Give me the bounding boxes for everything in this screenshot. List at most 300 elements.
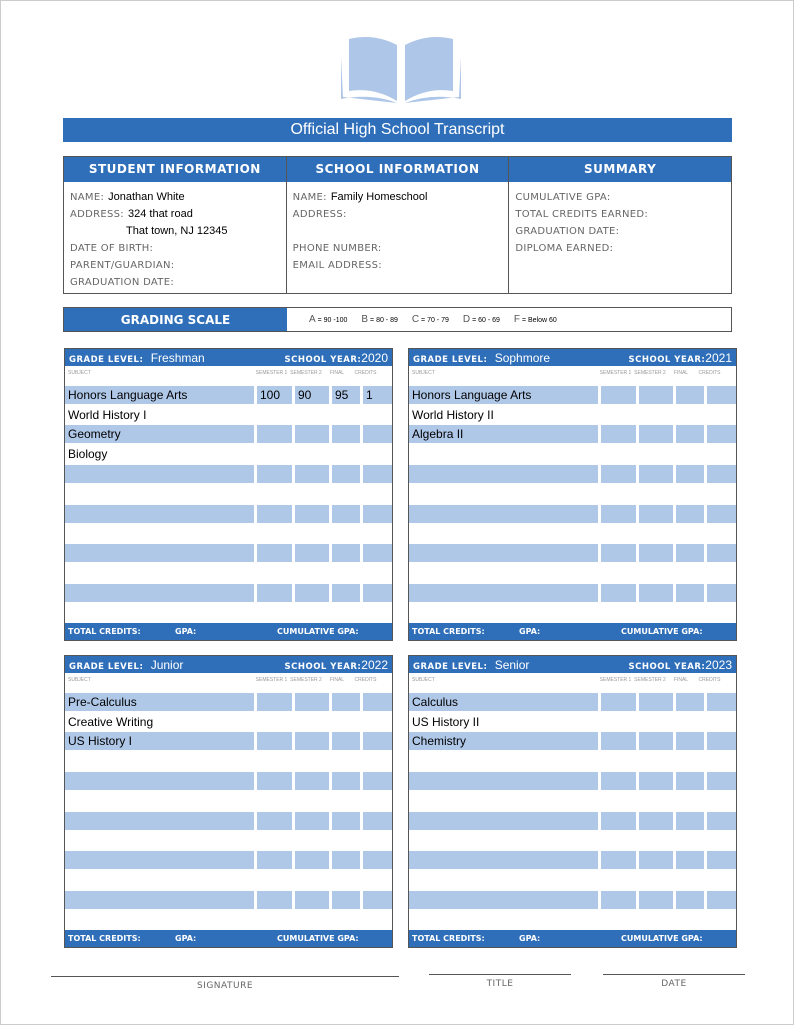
grade-scale-item: F = Below 60 bbox=[513, 314, 557, 325]
semester1-cell[interactable] bbox=[601, 911, 636, 929]
subject-cell[interactable] bbox=[409, 524, 598, 542]
semester2-cell[interactable] bbox=[295, 604, 329, 622]
cumulative-gpa-label: CUMULATIVE GPA: bbox=[277, 626, 359, 636]
credits-cell[interactable] bbox=[363, 505, 392, 523]
final-cell[interactable] bbox=[676, 792, 704, 810]
table-row bbox=[65, 870, 392, 890]
credits-cell[interactable] bbox=[363, 604, 392, 622]
semester1-cell[interactable] bbox=[601, 851, 636, 869]
table-row bbox=[65, 464, 392, 484]
credits-cell[interactable] bbox=[363, 911, 392, 929]
cumulative-gpa-label: CUMULATIVE GPA: bbox=[621, 626, 703, 636]
grade-scale-item: C = 70 - 79 bbox=[411, 314, 449, 325]
subject-cell[interactable]: Pre-Calculus bbox=[65, 693, 254, 711]
subject-cell[interactable] bbox=[65, 505, 254, 523]
final-cell[interactable] bbox=[332, 713, 360, 731]
semester2-cell[interactable] bbox=[295, 693, 329, 711]
semester1-cell[interactable] bbox=[601, 831, 636, 849]
semester2-cell[interactable] bbox=[639, 831, 673, 849]
credits-cell[interactable] bbox=[707, 792, 736, 810]
semester1-cell[interactable] bbox=[257, 544, 292, 562]
semester1-cell[interactable] bbox=[257, 524, 292, 542]
subject-cell[interactable]: Geometry bbox=[65, 425, 254, 443]
final-cell[interactable] bbox=[676, 812, 704, 830]
credits-cell[interactable] bbox=[707, 604, 736, 622]
semester1-cell[interactable] bbox=[601, 604, 636, 622]
total-credits-label: TOTAL CREDITS: bbox=[68, 626, 141, 636]
subject-cell[interactable] bbox=[409, 851, 598, 869]
gpa-label: GPA: bbox=[175, 933, 197, 943]
sem1-header: SEMESTER 1 bbox=[255, 677, 288, 683]
semester1-cell[interactable] bbox=[257, 485, 292, 503]
credits-cell[interactable] bbox=[707, 584, 736, 602]
semester2-cell[interactable] bbox=[639, 465, 673, 483]
credits-cell[interactable] bbox=[363, 831, 392, 849]
subject-cell[interactable] bbox=[409, 544, 598, 562]
semester1-cell[interactable] bbox=[257, 693, 292, 711]
credits-header: CREDITS bbox=[698, 370, 721, 376]
final-cell[interactable] bbox=[332, 871, 360, 889]
subject-cell[interactable]: US History II bbox=[412, 714, 480, 729]
semester2-cell[interactable] bbox=[639, 772, 673, 790]
credits-cell[interactable] bbox=[363, 693, 392, 711]
sem2-header: SEMESTER 2 bbox=[290, 370, 322, 376]
table-row bbox=[65, 405, 392, 425]
credits-cell[interactable] bbox=[707, 406, 736, 424]
final-cell[interactable] bbox=[676, 772, 704, 790]
semester2-cell[interactable] bbox=[295, 505, 329, 523]
table-row bbox=[65, 732, 392, 752]
final-cell[interactable] bbox=[332, 891, 360, 909]
credits-cell[interactable] bbox=[363, 871, 392, 889]
semester2-cell[interactable] bbox=[639, 851, 673, 869]
subject-cell[interactable] bbox=[65, 752, 254, 770]
subject-cell[interactable] bbox=[409, 792, 598, 810]
semester2-cell[interactable] bbox=[639, 544, 673, 562]
final-cell[interactable] bbox=[332, 406, 360, 424]
semester2-cell[interactable] bbox=[639, 752, 673, 770]
semester1-cell[interactable] bbox=[601, 732, 636, 750]
credits-cell[interactable] bbox=[707, 386, 736, 404]
subject-cell[interactable] bbox=[65, 891, 254, 909]
subject-cell[interactable] bbox=[409, 564, 598, 582]
semester2-cell[interactable]: 90 bbox=[295, 386, 329, 404]
semester2-cell[interactable] bbox=[295, 485, 329, 503]
final-cell[interactable] bbox=[332, 445, 360, 463]
credits-cell[interactable] bbox=[707, 772, 736, 790]
credits-cell[interactable] bbox=[363, 564, 392, 582]
subject-cell[interactable] bbox=[409, 812, 598, 830]
semester1-cell[interactable] bbox=[601, 485, 636, 503]
semester2-cell[interactable] bbox=[295, 812, 329, 830]
subject-cell[interactable] bbox=[409, 584, 598, 602]
semester2-cell[interactable] bbox=[295, 713, 329, 731]
final-cell[interactable] bbox=[676, 485, 704, 503]
semester1-cell[interactable] bbox=[601, 772, 636, 790]
semester1-cell[interactable] bbox=[257, 604, 292, 622]
table-row bbox=[65, 791, 392, 811]
info-table bbox=[63, 156, 732, 294]
semester1-cell[interactable] bbox=[257, 445, 292, 463]
credits-cell[interactable] bbox=[363, 524, 392, 542]
semester1-cell[interactable] bbox=[601, 584, 636, 602]
subject-cell[interactable] bbox=[409, 505, 598, 523]
subject-cell[interactable]: Honors Language Arts bbox=[65, 386, 254, 404]
table-row bbox=[409, 751, 736, 771]
school-year-label: SCHOOL YEAR: bbox=[284, 354, 362, 365]
credits-cell[interactable] bbox=[707, 425, 736, 443]
final-cell[interactable]: 95 bbox=[332, 386, 360, 404]
subject-cell[interactable] bbox=[65, 812, 254, 830]
subject-cell[interactable]: Calculus bbox=[409, 693, 598, 711]
semester1-cell[interactable] bbox=[601, 792, 636, 810]
final-cell[interactable] bbox=[332, 732, 360, 750]
final-cell[interactable] bbox=[332, 792, 360, 810]
subject-cell[interactable] bbox=[65, 524, 254, 542]
table-row bbox=[65, 444, 392, 464]
semester1-cell[interactable] bbox=[601, 465, 636, 483]
credits-cell[interactable] bbox=[363, 891, 392, 909]
semester2-cell[interactable] bbox=[295, 772, 329, 790]
table-row bbox=[65, 831, 392, 851]
final-cell[interactable] bbox=[332, 604, 360, 622]
subject-cell[interactable] bbox=[65, 564, 254, 582]
credits-cell[interactable] bbox=[363, 445, 392, 463]
credits-cell[interactable] bbox=[707, 485, 736, 503]
semester2-cell[interactable] bbox=[295, 445, 329, 463]
subject-cell[interactable] bbox=[65, 871, 254, 889]
final-cell[interactable] bbox=[676, 584, 704, 602]
final-cell[interactable] bbox=[676, 752, 704, 770]
final-cell[interactable] bbox=[332, 485, 360, 503]
final-cell[interactable] bbox=[332, 911, 360, 929]
credits-cell[interactable] bbox=[707, 891, 736, 909]
table-row bbox=[409, 484, 736, 504]
subject-cell[interactable] bbox=[65, 831, 254, 849]
semester1-cell[interactable] bbox=[601, 406, 636, 424]
subject-cell[interactable] bbox=[409, 465, 598, 483]
final-cell[interactable] bbox=[676, 406, 704, 424]
semester1-cell[interactable]: 100 bbox=[257, 386, 292, 404]
final-cell[interactable] bbox=[332, 851, 360, 869]
table-row bbox=[65, 603, 392, 623]
final-cell[interactable] bbox=[332, 564, 360, 582]
semester1-cell[interactable] bbox=[601, 713, 636, 731]
semester2-cell[interactable] bbox=[639, 812, 673, 830]
semester2-cell[interactable] bbox=[295, 425, 329, 443]
student-header: STUDENT INFORMATION bbox=[64, 157, 286, 182]
semester2-cell[interactable] bbox=[295, 831, 329, 849]
semester1-cell[interactable] bbox=[257, 792, 292, 810]
semester2-cell[interactable] bbox=[639, 485, 673, 503]
final-cell[interactable] bbox=[676, 386, 704, 404]
semester1-cell[interactable] bbox=[601, 693, 636, 711]
grade-scale-item: D = 60 - 69 bbox=[462, 314, 500, 325]
final-cell[interactable] bbox=[676, 891, 704, 909]
semester1-cell[interactable] bbox=[257, 505, 292, 523]
credits-cell[interactable] bbox=[707, 505, 736, 523]
subject-cell[interactable] bbox=[409, 752, 598, 770]
semester2-cell[interactable] bbox=[295, 564, 329, 582]
semester2-cell[interactable] bbox=[295, 752, 329, 770]
subject-cell[interactable] bbox=[409, 911, 598, 929]
semester2-cell[interactable] bbox=[639, 693, 673, 711]
final-cell[interactable] bbox=[676, 851, 704, 869]
semester1-cell[interactable] bbox=[601, 445, 636, 463]
final-cell[interactable] bbox=[332, 524, 360, 542]
credits-cell[interactable] bbox=[363, 752, 392, 770]
subject-cell[interactable] bbox=[65, 584, 254, 602]
table-row bbox=[65, 692, 392, 712]
semester1-cell[interactable] bbox=[601, 564, 636, 582]
semester1-cell[interactable] bbox=[257, 564, 292, 582]
semester2-cell[interactable] bbox=[639, 445, 673, 463]
semester2-cell[interactable] bbox=[639, 713, 673, 731]
subject-cell[interactable] bbox=[65, 851, 254, 869]
semester1-cell[interactable] bbox=[257, 752, 292, 770]
final-cell[interactable] bbox=[676, 871, 704, 889]
semester1-cell[interactable] bbox=[257, 812, 292, 830]
total-credits-label: TOTAL CREDITS: bbox=[412, 626, 485, 636]
credits-cell[interactable] bbox=[707, 524, 736, 542]
total-credits-label: TOTAL CREDITS: bbox=[412, 933, 485, 943]
final-cell[interactable] bbox=[332, 831, 360, 849]
final-cell[interactable] bbox=[676, 465, 704, 483]
semester1-cell[interactable] bbox=[257, 891, 292, 909]
subject-cell[interactable]: US History I bbox=[65, 732, 254, 750]
signature-line: SIGNATURE bbox=[51, 976, 399, 991]
subject-cell[interactable] bbox=[409, 604, 598, 622]
school-year: 2021 bbox=[705, 350, 732, 365]
semester1-cell[interactable] bbox=[257, 831, 292, 849]
semester2-cell[interactable] bbox=[295, 792, 329, 810]
semester1-cell[interactable] bbox=[601, 386, 636, 404]
final-cell[interactable] bbox=[332, 772, 360, 790]
semester2-cell[interactable] bbox=[639, 386, 673, 404]
school-header: SCHOOL INFORMATION bbox=[287, 157, 509, 182]
credits-cell[interactable] bbox=[707, 693, 736, 711]
subject-cell[interactable]: World History I bbox=[68, 407, 147, 422]
credits-cell[interactable] bbox=[707, 465, 736, 483]
final-cell[interactable] bbox=[676, 425, 704, 443]
date-line: DATE bbox=[603, 974, 745, 989]
table-row bbox=[409, 543, 736, 563]
credits-cell[interactable] bbox=[707, 445, 736, 463]
semester2-cell[interactable] bbox=[639, 406, 673, 424]
subject-cell[interactable] bbox=[409, 445, 598, 463]
semester2-cell[interactable] bbox=[295, 851, 329, 869]
final-cell[interactable] bbox=[332, 584, 360, 602]
final-cell[interactable] bbox=[332, 465, 360, 483]
final-cell[interactable] bbox=[332, 752, 360, 770]
semester2-cell[interactable] bbox=[639, 564, 673, 582]
subject-cell[interactable] bbox=[409, 871, 598, 889]
credits-header: CREDITS bbox=[698, 677, 721, 683]
semester1-cell[interactable] bbox=[601, 524, 636, 542]
subject-cell[interactable] bbox=[65, 792, 254, 810]
semester2-cell[interactable] bbox=[639, 792, 673, 810]
credits-cell[interactable] bbox=[363, 406, 392, 424]
semester2-cell[interactable] bbox=[295, 406, 329, 424]
credits-cell[interactable] bbox=[363, 812, 392, 830]
grade-scale-item: A = 90 -100 bbox=[309, 314, 348, 325]
credits-cell[interactable] bbox=[363, 732, 392, 750]
sem1-header: SEMESTER 1 bbox=[599, 370, 632, 376]
subject-cell[interactable]: World History II bbox=[412, 407, 494, 422]
subject-cell[interactable] bbox=[65, 544, 254, 562]
final-cell[interactable] bbox=[332, 505, 360, 523]
credits-cell[interactable]: 1 bbox=[363, 386, 392, 404]
subject-cell[interactable] bbox=[409, 485, 598, 503]
table-row bbox=[409, 405, 736, 425]
gpa-label: GPA: bbox=[519, 626, 541, 636]
subject-cell[interactable]: Biology bbox=[68, 447, 108, 462]
semester1-cell[interactable] bbox=[601, 544, 636, 562]
school-year: 2022 bbox=[361, 657, 388, 672]
semester1-cell[interactable] bbox=[601, 505, 636, 523]
table-row bbox=[65, 850, 392, 870]
credits-cell[interactable] bbox=[363, 584, 392, 602]
grade-level-label: GRADE LEVEL: bbox=[69, 661, 144, 672]
final-cell[interactable] bbox=[676, 732, 704, 750]
semester1-cell[interactable] bbox=[257, 732, 292, 750]
semester2-cell[interactable] bbox=[639, 604, 673, 622]
school-year-label: SCHOOL YEAR: bbox=[628, 661, 706, 672]
credits-cell[interactable] bbox=[707, 831, 736, 849]
final-cell[interactable] bbox=[676, 713, 704, 731]
semester1-cell[interactable] bbox=[601, 891, 636, 909]
table-row bbox=[65, 583, 392, 603]
final-cell[interactable] bbox=[676, 524, 704, 542]
credits-cell[interactable] bbox=[363, 465, 392, 483]
semester1-cell[interactable] bbox=[601, 425, 636, 443]
subject-header: SUBJECT bbox=[412, 677, 435, 683]
semester2-cell[interactable] bbox=[295, 544, 329, 562]
final-cell[interactable] bbox=[676, 831, 704, 849]
semester2-cell[interactable] bbox=[295, 584, 329, 602]
semester2-cell[interactable] bbox=[295, 732, 329, 750]
credits-cell[interactable] bbox=[363, 772, 392, 790]
subject-cell[interactable] bbox=[65, 911, 254, 929]
semester2-cell[interactable] bbox=[295, 524, 329, 542]
subject-cell[interactable] bbox=[409, 891, 598, 909]
semester2-cell[interactable] bbox=[295, 871, 329, 889]
semester1-cell[interactable] bbox=[257, 851, 292, 869]
subject-header: SUBJECT bbox=[68, 677, 91, 683]
table-row bbox=[65, 563, 392, 583]
credits-cell[interactable] bbox=[707, 911, 736, 929]
table-row bbox=[65, 751, 392, 771]
cumulative-gpa-label: CUMULATIVE GPA: bbox=[621, 933, 703, 943]
subject-cell[interactable] bbox=[65, 604, 254, 622]
semester1-cell[interactable] bbox=[601, 812, 636, 830]
subject-cell[interactable] bbox=[409, 831, 598, 849]
semester1-cell[interactable] bbox=[601, 871, 636, 889]
table-row bbox=[65, 890, 392, 910]
semester2-cell[interactable] bbox=[639, 425, 673, 443]
subject-cell[interactable] bbox=[65, 465, 254, 483]
table-row bbox=[65, 712, 392, 732]
school-year-label: SCHOOL YEAR: bbox=[284, 661, 362, 672]
final-cell[interactable] bbox=[676, 544, 704, 562]
credits-cell[interactable] bbox=[707, 871, 736, 889]
credits-cell[interactable] bbox=[707, 732, 736, 750]
subject-cell[interactable] bbox=[65, 772, 254, 790]
table-row bbox=[409, 811, 736, 831]
credits-cell[interactable] bbox=[363, 544, 392, 562]
semester1-cell[interactable] bbox=[257, 772, 292, 790]
final-header: FINAL bbox=[673, 677, 689, 683]
table-row bbox=[409, 791, 736, 811]
credits-cell[interactable] bbox=[707, 752, 736, 770]
final-cell[interactable] bbox=[676, 505, 704, 523]
credits-cell[interactable] bbox=[707, 564, 736, 582]
semester2-cell[interactable] bbox=[295, 911, 329, 929]
semester2-cell[interactable] bbox=[639, 732, 673, 750]
subject-cell[interactable]: Chemistry bbox=[409, 732, 598, 750]
credits-cell[interactable] bbox=[707, 851, 736, 869]
sem2-header: SEMESTER 2 bbox=[290, 677, 322, 683]
credits-cell[interactable] bbox=[363, 851, 392, 869]
page-title: Official High School Transcript bbox=[63, 118, 732, 142]
credits-cell[interactable] bbox=[363, 485, 392, 503]
address-label: ADDRESS: bbox=[70, 209, 124, 220]
subject-cell[interactable]: Algebra II bbox=[409, 425, 598, 443]
subject-cell[interactable]: Honors Language Arts bbox=[409, 386, 598, 404]
semester2-cell[interactable] bbox=[295, 465, 329, 483]
semester1-cell[interactable] bbox=[601, 752, 636, 770]
semester1-cell[interactable] bbox=[257, 871, 292, 889]
semester2-cell[interactable] bbox=[639, 505, 673, 523]
final-cell[interactable] bbox=[332, 544, 360, 562]
graduation-label: GRADUATION DATE: bbox=[70, 277, 174, 288]
credits-cell[interactable] bbox=[707, 713, 736, 731]
semester1-cell[interactable] bbox=[257, 911, 292, 929]
grade-level-label: GRADE LEVEL: bbox=[69, 354, 144, 365]
semester1-cell[interactable] bbox=[257, 584, 292, 602]
semester2-cell[interactable] bbox=[639, 871, 673, 889]
semester1-cell[interactable] bbox=[257, 406, 292, 424]
final-cell[interactable] bbox=[676, 564, 704, 582]
phone-label: PHONE NUMBER: bbox=[292, 243, 382, 254]
semester1-cell[interactable] bbox=[257, 425, 292, 443]
sem2-header: SEMESTER 2 bbox=[634, 677, 666, 683]
subject-cell[interactable]: Creative Writing bbox=[68, 714, 154, 729]
credits-cell[interactable] bbox=[363, 713, 392, 731]
final-cell[interactable] bbox=[676, 445, 704, 463]
final-cell[interactable] bbox=[332, 812, 360, 830]
final-cell[interactable] bbox=[676, 693, 704, 711]
semester1-cell[interactable] bbox=[257, 713, 292, 731]
credits-cell[interactable] bbox=[363, 792, 392, 810]
credits-cell[interactable] bbox=[363, 425, 392, 443]
subject-cell[interactable] bbox=[409, 772, 598, 790]
final-cell[interactable] bbox=[676, 911, 704, 929]
semester1-cell[interactable] bbox=[257, 465, 292, 483]
final-cell[interactable] bbox=[332, 425, 360, 443]
grade-level: Junior bbox=[150, 657, 184, 672]
credits-cell[interactable] bbox=[707, 544, 736, 562]
semester2-cell[interactable] bbox=[639, 584, 673, 602]
semester2-cell[interactable] bbox=[295, 891, 329, 909]
semester2-cell[interactable] bbox=[639, 891, 673, 909]
credits-cell[interactable] bbox=[707, 812, 736, 830]
final-cell[interactable] bbox=[332, 693, 360, 711]
final-cell[interactable] bbox=[676, 604, 704, 622]
semester2-cell[interactable] bbox=[639, 911, 673, 929]
subject-cell[interactable] bbox=[65, 485, 254, 503]
semester2-cell[interactable] bbox=[639, 524, 673, 542]
